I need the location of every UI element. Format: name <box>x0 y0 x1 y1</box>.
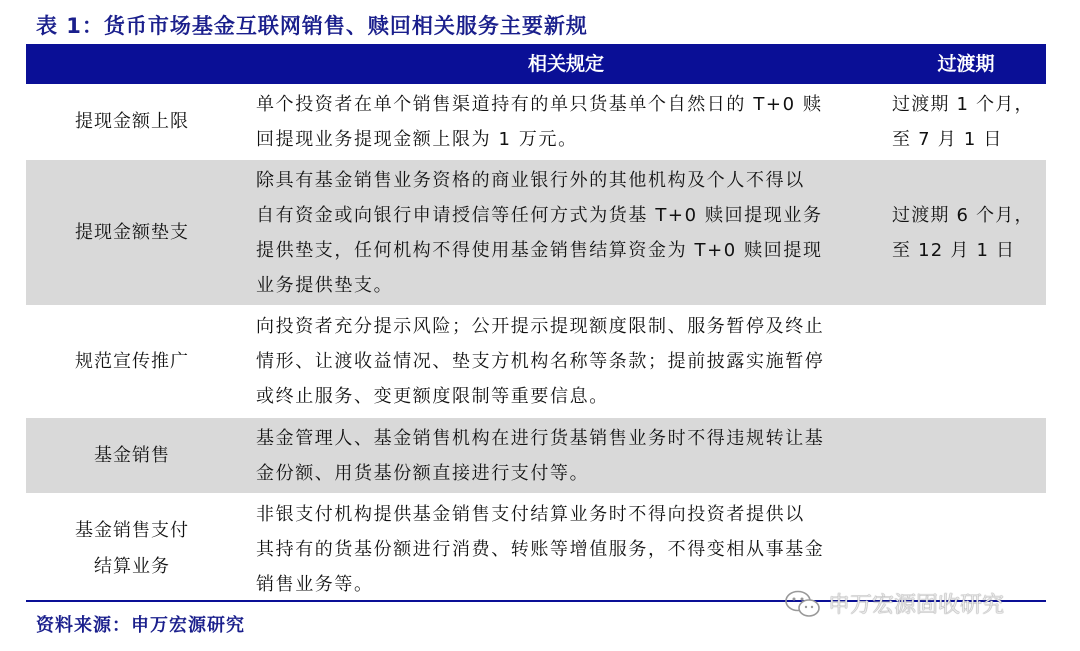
table-row <box>26 160 1046 306</box>
row-regulation-text: 单个投资者在单个销售渠道持有的单只货基单个自然日的 T+0 赎 回提现业务提现金额上限为 1 万元。 <box>256 93 823 150</box>
watermark <box>784 588 1004 619</box>
regulation-table <box>26 44 1046 604</box>
table-title: 表 1：货币市场基金互联网销售、赎回相关服务主要新规 <box>36 14 588 38</box>
wechat-icon <box>784 589 822 619</box>
row-label: 规范宣传推广 <box>75 350 189 372</box>
row-label: 基金销售 <box>94 444 170 466</box>
table-row <box>26 418 1046 494</box>
row-transition-period: 过渡期 1 个月， 至 7 月 1 日 <box>892 93 1034 150</box>
row-transition-period <box>892 306 1042 417</box>
row-transition-period: 过渡期 6 个月， 至 12 月 1 日 <box>892 204 1034 261</box>
table-header <box>26 44 1046 84</box>
row-transition-period <box>892 418 1042 493</box>
header-regulation: 相关规定 <box>527 53 604 75</box>
row-label: 提现金额上限 <box>75 110 189 132</box>
row-regulation-text: 非银支付机构提供基金销售支付结算业务时不得向投资者提供以 其持有的货基份额进行消费、转账等增值服务，不得变相从事基金 销售业务等。 <box>256 503 825 595</box>
header-transition-period: 过渡期 <box>937 53 995 75</box>
row-regulation-text: 除具有基金销售业务资格的商业银行外的其他机构及个人不得以 自有资金或向银行申请授信等任何方式为货基 T+0 赎回提现业务 提供垫支，任何机构不得使用基金销售结算资金为 T+0 赎回提现 业务提供垫支。 <box>256 169 823 296</box>
table-row <box>26 84 1046 160</box>
watermark-text: 申万宏源固收研究 <box>828 593 1005 618</box>
row-label: 基金销售支付 结算业务 <box>75 520 189 577</box>
row-regulation-text: 基金管理人、基金销售机构在进行货基销售业务时不得违规转让基 金份额、用货基份额直接进行支付等。 <box>256 427 825 484</box>
row-label: 提现金额垫支 <box>75 221 189 243</box>
source-note: 资料来源：申万宏源研究 <box>36 615 245 636</box>
table-row <box>26 306 1046 418</box>
row-regulation-text: 向投资者充分提示风险；公开提示提现额度限制、服务暂停及终止 情形、让渡收益情况、垫支方机构名称等条款；提前披露实施暂停 或终止服务、变更额度限制等重要信息。 <box>256 316 825 407</box>
